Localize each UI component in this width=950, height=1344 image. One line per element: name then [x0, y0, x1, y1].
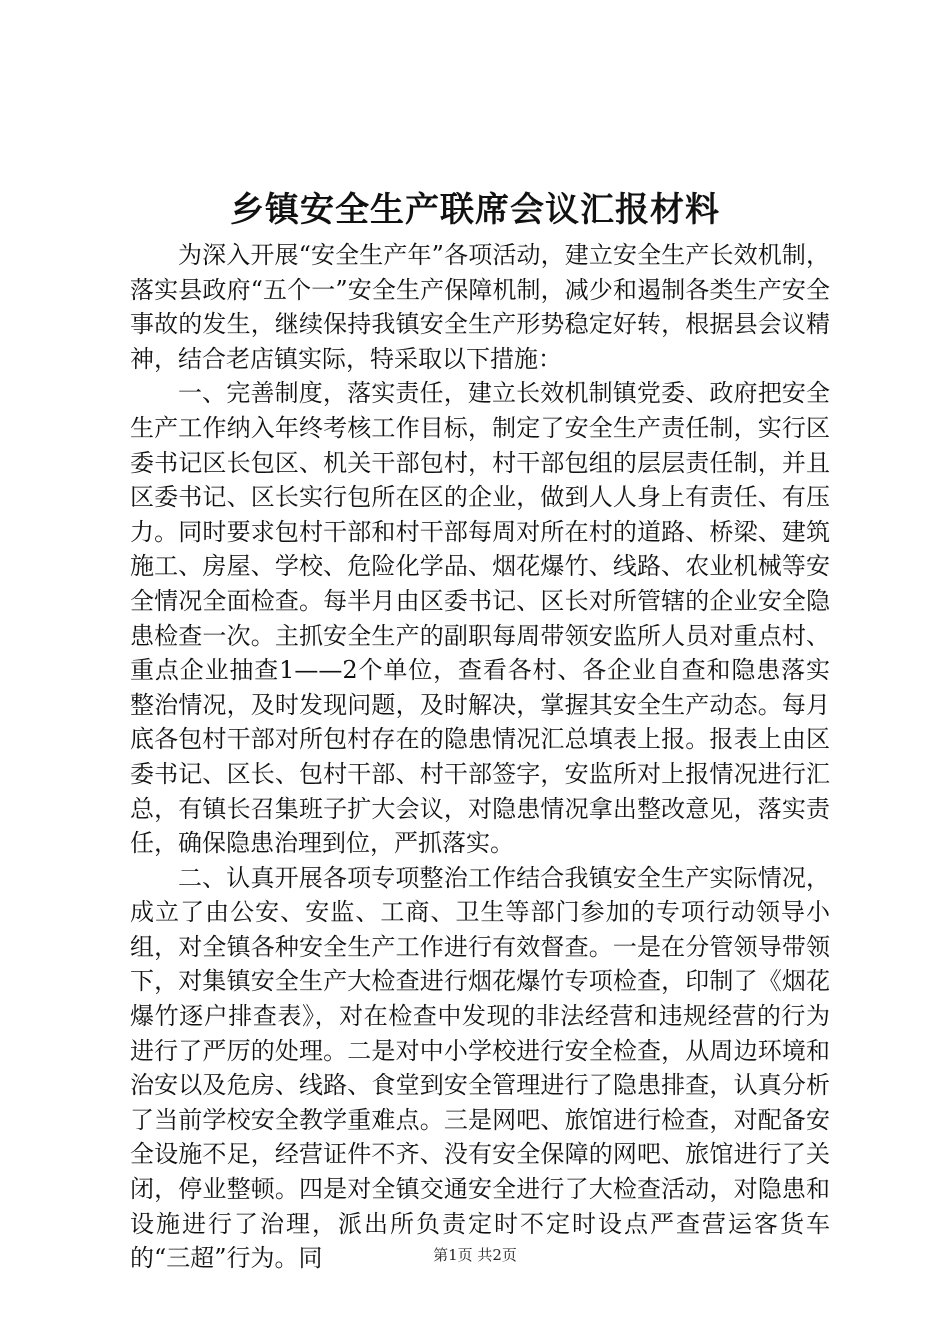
paragraph-intro: 为深入开展“安全生产年”各项活动，建立安全生产长效机制，落实县政府“五个一”安全生产保障机制，减少和遏制各类生产安全事故的发生，继续保持我镇安全生产形势稳定好转，根据县会议精神，结合老店镇实际，特采取以下措施： — [130, 241, 830, 373]
paragraph-section-2: 二、认真开展各项专项整治工作结合我镇安全生产实际情况，成立了由公安、安监、工商、卫生等部门参加的专项行动领导小组，对全镇各种安全生产工作进行有效督查。一是在分管领导带领下，对集镇安全生产大检查进行烟花爆竹专项检查，印制了《烟花爆竹逐户排查表》，对在检查中发现的非法经营和违规经营的行为进行了严厉的处理。二是对中小学校进行安全检查，从周边环境和治安以及危房、线路、食堂到安全管理进行了隐患排查，认真分析了当前学校安全教学重难点。三是网吧、旅馆进行检查，对配备安全设施不足，经营证件不齐、没有安全保障的网吧、旅馆进行了关闭，停业整顿。四是对全镇交通安全进行了大检查活动，对隐患和设施进行了治理，派出所负责定时不定时设点严查营运客货车的“三超”行为。同 — [130, 863, 830, 1273]
document-body — [130, 238, 830, 1276]
page-number-footer: 第1页 共2页 — [433, 1246, 517, 1264]
paragraph-section-1: 一、完善制度，落实责任，建立长效机制镇党委、政府把安全生产工作纳入年终考核工作目标，制定了安全生产责任制，实行区委书记区长包区、机关干部包村，村干部包组的层层责任制，并且区委书记、区长实行包所在区的企业，做到人人身上有责任、有压力。同时要求包村干部和村干部每周对所在村的道路、桥梁、建筑施工、房屋、学校、危险化学品、烟花爆竹、线路、农业机械等安全情况全面检查。每半月由区委书记、区长对所管辖的企业安全隐患检查一次。主抓安全生产的副职每周带领安监所人员对重点村、重点企业抽查1——2个单位，查看各村、各企业自查和隐患落实整治情况，及时发现问题，及时解决，掌握其安全生产动态。每月底各包村干部对所包村存在的隐患情况汇总填表上报。报表上由区委书记、区长、包村干部、村干部签字，安监所对上报情况进行汇总，有镇长召集班子扩大会议，对隐患情况拿出整改意见，落实责任，确保隐患治理到位，严抓落实。 — [130, 379, 830, 858]
document-title: 乡镇安全生产联席会议汇报材料 — [230, 190, 720, 230]
